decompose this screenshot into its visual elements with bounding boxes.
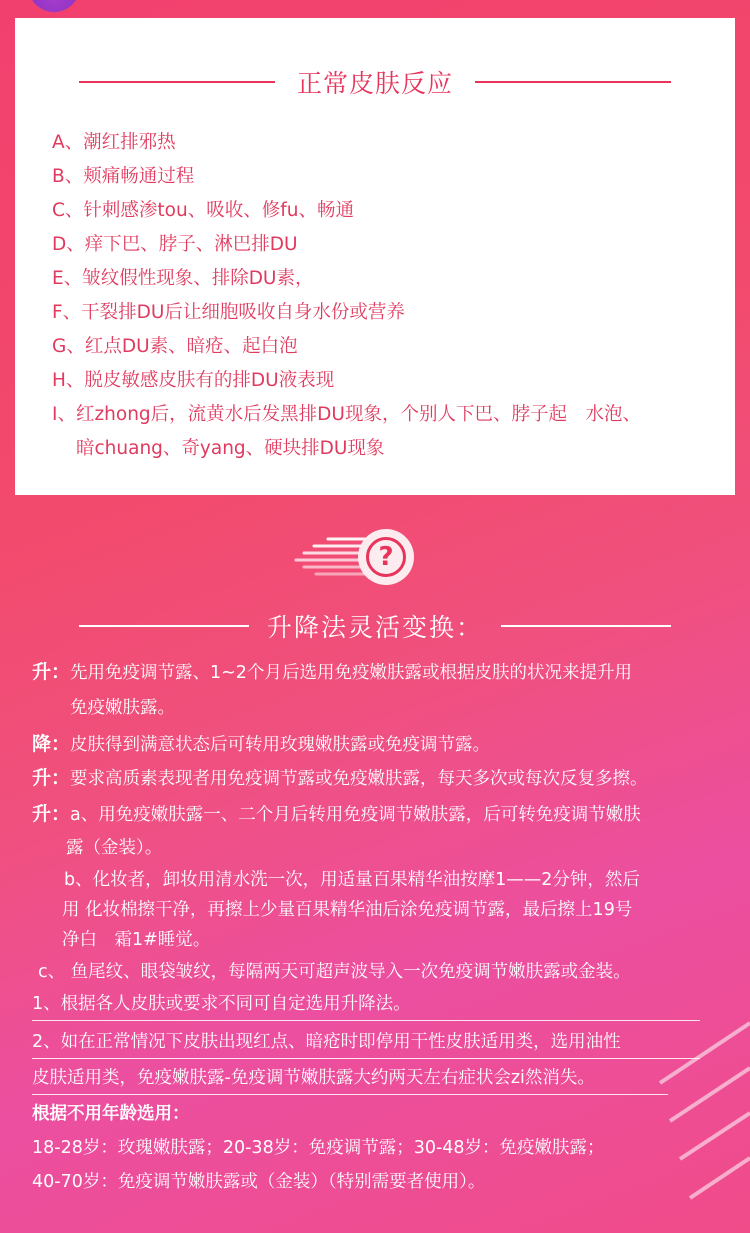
- jiang-paragraph: [32, 728, 490, 761]
- note2-line1: 2、如在正常情况下皮肤出现红点、暗疮时即停用干性皮肤适用类，选用油性: [32, 1026, 700, 1059]
- card-title-row: [15, 62, 735, 102]
- note2-line2: 皮肤适用类，免疫嫩肤露-免疫调节嫩肤露大约两天左右症状会zi然消失。: [32, 1062, 668, 1095]
- normal-skin-reaction-card: [15, 18, 735, 495]
- sheng3-line2: 露（金装）。: [66, 838, 163, 858]
- sheng3-label: 升：: [32, 803, 71, 825]
- card-title: 正常皮肤反应: [296, 69, 453, 98]
- age-heading: 根据不用年龄选用：: [32, 1104, 190, 1124]
- reaction-list: [52, 126, 722, 466]
- list-item: D、痒下巴、脖子、淋巴排DU: [52, 234, 298, 255]
- b-line3: 净白 霜1#睡觉。: [62, 930, 211, 950]
- sheng3-paragraph: [32, 798, 641, 831]
- list-item: F、干裂排DU后让细胞吸收自身水份或营养: [52, 302, 405, 323]
- list-item: B、颊痛畅通过程: [52, 166, 195, 187]
- b-line1: b、化妆者，卸妆用清水洗一次，用适量百果精华油按摩1——2分钟，然后: [64, 870, 640, 890]
- section-title: 升降法灵活变换：: [266, 613, 483, 642]
- jiang-text: 皮肤得到满意状态后可转用玫瑰嫩肤露或免疫调节露。: [70, 735, 491, 755]
- list-item: E、皱纹假性现象、排除DU素，: [52, 268, 314, 289]
- list-item-i-line1: I、红zhong后，流黄水后发黑排DU现象，个别人下巴、脖子起 水泡、: [52, 404, 641, 425]
- c-line: c、 鱼尾纹、眼袋皱纹，每隔两天可超声波导入一次免疫调节嫩肤露或金装。: [38, 962, 631, 982]
- section-divider-left: [79, 625, 249, 627]
- title-divider-left: [79, 81, 275, 83]
- sheng1-label: 升：: [32, 661, 71, 683]
- b-line2: 用 化妆棉擦干净，再擦上少量百果精华油后涂免疫调节露，最后擦上19号: [62, 900, 633, 920]
- list-item: G、红点DU素、暗疮、起白泡: [52, 336, 298, 357]
- list-item: H、脱皮敏感皮肤有的排DU液表现: [52, 370, 335, 391]
- list-item-i-line2: 暗chuang、奇yang、硬块排DU现象: [76, 438, 385, 459]
- sheng3-line1: a、用免疫嫩肤露一、二个月后转用免疫调节嫩肤露，后可转免疫调节嫩肤: [70, 805, 641, 825]
- title-divider-right: [475, 81, 671, 83]
- section-title-row: [0, 608, 750, 644]
- sheng2-paragraph: [32, 762, 648, 795]
- list-item: C、针刺感渗tou、吸收、修fu、畅通: [52, 200, 354, 221]
- decorative-stripes: [650, 1013, 750, 1233]
- sheng1-line1: 先用免疫调节露、1~2个月后选用免疫嫩肤露或根据皮肤的状况来提升用: [70, 663, 632, 683]
- sheng2-label: 升：: [32, 767, 71, 789]
- question-mark-icon: [358, 529, 414, 585]
- list-item: A、潮红排邪热: [52, 132, 176, 153]
- list-item: [52, 398, 722, 466]
- sheng2-text: 要求高质素表现者用免疫调节露或免疫嫩肤露，每天多次或每次反复多擦。: [70, 769, 648, 789]
- jiang-label: 降：: [32, 733, 71, 755]
- question-glyph: ?: [366, 537, 406, 577]
- note1: 1、根据各人皮肤或要求不同可自定选用升降法。: [32, 988, 700, 1021]
- sheng1-line2: 免疫嫩肤露。: [70, 698, 175, 718]
- sheng1-paragraph: [32, 656, 632, 689]
- decorative-purple-blob: [28, 0, 80, 12]
- age-line2: 40-70岁：免疫调节嫩肤露或（金装）（特别需要者使用）。: [32, 1172, 486, 1192]
- section-divider-right: [501, 625, 671, 627]
- age-line1: 18-28岁：玫瑰嫩肤露；20-38岁：免疫调节露；30-48岁：免疫嫩肤露；: [32, 1138, 605, 1158]
- question-icon-group: [290, 527, 420, 587]
